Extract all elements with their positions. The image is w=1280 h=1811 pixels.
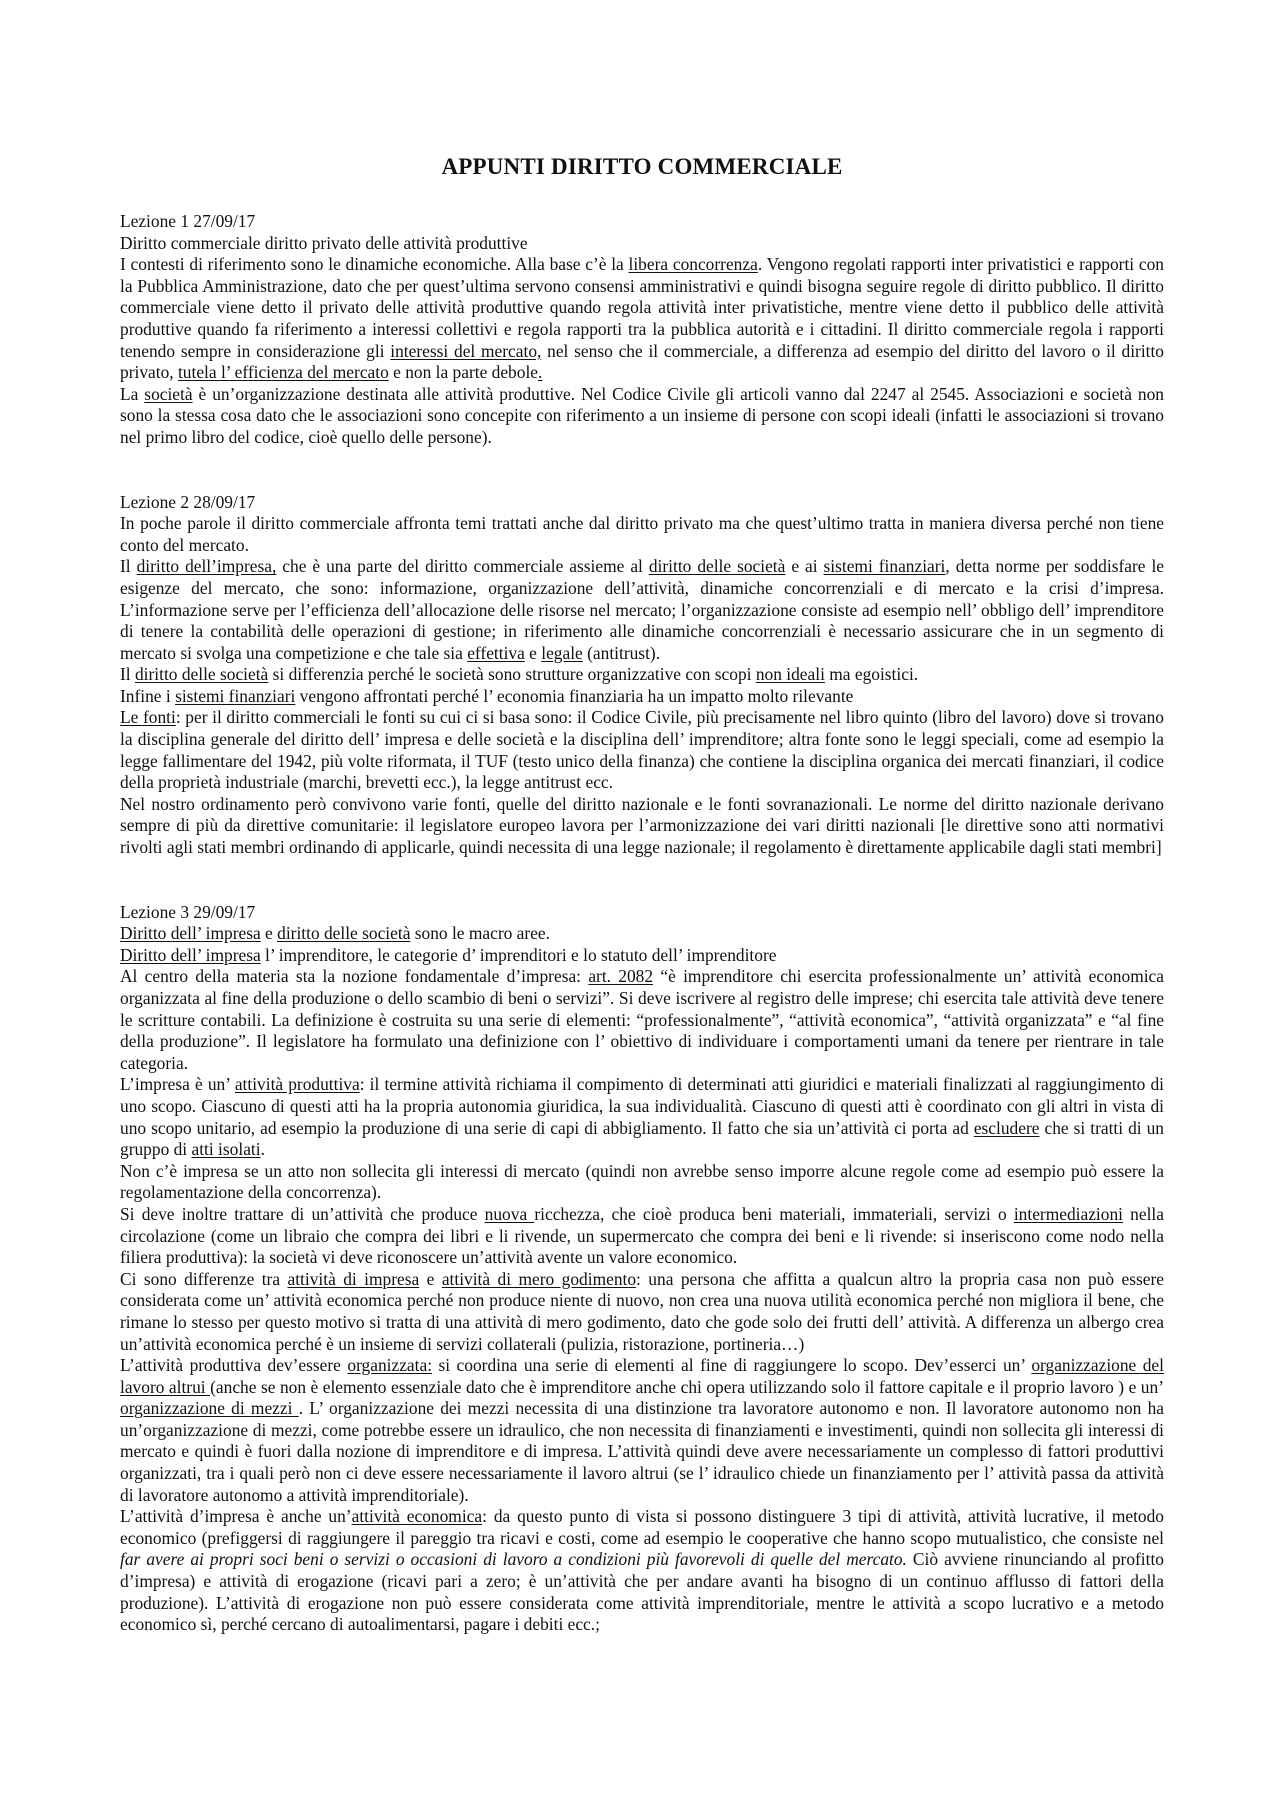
paragraph [120, 1506, 1164, 1636]
underlined-term: effettiva [467, 642, 525, 663]
text-run: è un’organizzazione destinata alle attività produttive. Nel Codice Civile gli articoli vanno dal 2247 al 2545. Associazioni e società non sono la stessa cosa dato che le associazioni sono concepite con riferimento a un insieme di persone con scopi ideali (infatti le associazioni si trovano nel primo libro del codice, cioè quello delle persone). [120, 383, 1164, 447]
text-run: si differenzia perché le società sono strutture organizzative con scopi [268, 664, 756, 685]
underlined-term: società [144, 383, 193, 404]
underlined-term: Diritto dell’ impresa [120, 923, 261, 944]
paragraph [120, 233, 1164, 255]
underlined-term: Le fonti [120, 707, 176, 728]
underlined-term: nuova [484, 1203, 535, 1224]
text-run: l’ imprenditore, le categorie d’ imprenditori e lo statuto dell’ imprenditore [260, 944, 777, 965]
text-run: . L’ organizzazione dei mezzi necessita di una distinzione tra lavoratore autonomo e non. Il lavoratore autonomo non ha un’organizzazione di mezzi, come potrebbe essere un idraulico, che non necessita di finanziamenti e investimenti, quindi non sollecita gli interessi di mercato e quindi è fuori dalla nozione di imprenditore e di impresa. L’attività quindi deve avere necessariamente un complesso di fattori produttivi organizzati, tra i quali però non ci deve essere necessariamente il lavoro altrui (se l’ idraulico chiede un finanziamento per l’ attività passa da attività di lavoratore autonomo a attività imprenditoriale). [120, 1398, 1165, 1505]
paragraph [120, 254, 1164, 384]
underlined-term: diritto delle società [648, 556, 786, 577]
underlined-term: attività produttiva [234, 1074, 360, 1095]
lesson-heading: Lezione 3 29/09/17 [120, 901, 256, 922]
text-run: ma egoistici. [824, 664, 919, 685]
text-run: Diritto commerciale diritto privato delle attività produttive [120, 232, 528, 253]
text-run: Ciò avviene rinunciando al profitto d’impresa) e attività di erogazione (ricavi pari a zero; è un’attività che per andare avanti ha bisogno di un continuo afflusso di fattori della produzione). L’attività di erogazione non può essere considerata come attività imprenditoriale, mentre le attività a scopo lucrativo e a metodo economico sì, perché cercano di autoalimentarsi, pagare i debiti ecc.; [120, 1549, 1164, 1635]
text-run: e [524, 642, 542, 663]
text-run: (antitrust). [582, 642, 661, 663]
underlined-term: . [538, 362, 543, 383]
paragraph [120, 384, 1164, 449]
text-run: I contesti di riferimento sono le dinamiche economiche. Alla base c’è la [120, 254, 629, 275]
text-run: che è una parte del diritto commerciale assieme al [276, 556, 649, 577]
text-run: Il [120, 664, 135, 685]
underlined-term: organizzazione di mezzi [120, 1398, 299, 1419]
text-run: . [260, 1139, 265, 1160]
document-title: APPUNTI DIRITTO COMMERCIALE [441, 154, 843, 179]
lessons-container [120, 211, 1164, 1636]
text-run: Non c’è impresa se un atto non sollecita gli interessi di mercato (quindi non avrebbe senso imporre alcune regole come ad esempio può essere la regolamentazione della concorrenza). [120, 1160, 1164, 1203]
text-run: : il termine attività richiama il compimento di determinati atti giuridici e materiali finalizzati al raggiungimento di uno scopo. Ciascuno di questi atti ha la propria autonomia giuridica, la sua individualità. Ciascuno di questi atti è coordinato con gli altri in vista di uno scopo unitario, ad esempio la produzione di una serie di capi di abbigliamento. Il fatto che sia un’attività ci porta ad [120, 1074, 1164, 1138]
paragraph [120, 1355, 1164, 1506]
text-run: , detta norme per soddisfare le esigenze del mercato, che sono: informazione, organizzazione dell’attività, dinamiche concorrenziali e di mercato e la crisi d’impresa. L’informazione serve per l’efficienza dell’allocazione delle risorse nel mercato; l’organizzazione consiste ad esempio nell’ obbligo dell’ imprenditore di tenere la contabilità delle operazioni di gestione; in riferimento alle dinamiche concorrenziali è necessario assicurare che in un segmento di mercato si svolga una competizione e che tale sia [120, 556, 1165, 663]
underlined-term: sistemi finanziari [175, 685, 296, 706]
underlined-term: atti isolati [191, 1139, 261, 1160]
lesson-heading: Lezione 1 27/09/17 [120, 211, 256, 231]
text-run: nel senso che il commerciale, a differenza ad esempio del diritto del lavoro o il diritto privato, [120, 340, 1165, 383]
underlined-term: interessi del mercato, [390, 340, 542, 361]
underlined-term: art. 2082 [588, 966, 654, 987]
text-run: In poche parole il diritto commerciale affronta temi trattati anche dal diritto privato ma che quest’ultimo tratta in maniera diversa perché non tiene conto del mercato. [120, 513, 1164, 555]
text-run: Ci sono differenze tra [120, 1268, 288, 1289]
paragraph [120, 794, 1164, 859]
text-run: Nel nostro ordinamento però convivono varie fonti, quelle del diritto nazionale e le fonti sovranazionali. Le norme del diritto nazionale derivano sempre di più da direttive comunitarie: il legislatore europeo lavora per l’armonizzazione dei vari diritti nazionali [le direttive sono atti normativi rivolti agli stati membri ordinando di applicarle, quindi necessita di una legge nazionale; il regolamento è direttamente applicabile dagli stati membri] [120, 793, 1164, 858]
paragraph [120, 945, 1164, 967]
paragraph [120, 1074, 1164, 1160]
underlined-term: libera concorrenza [628, 254, 758, 275]
lesson-section [120, 902, 1164, 1636]
text-run: e [419, 1268, 442, 1289]
lesson-section [120, 492, 1164, 859]
paragraph [120, 664, 1164, 686]
paragraph [120, 686, 1164, 708]
underlined-term: non ideali [755, 664, 825, 685]
underlined-term: organizzazione del lavoro altrui [120, 1355, 1164, 1397]
text-run: La [120, 383, 145, 404]
text-run: e non la parte debole [388, 362, 539, 383]
underlined-term: Diritto dell’ impresa [120, 944, 261, 965]
text-run: “è imprenditore chi esercita professionalmente un’ attività economica organizzata al fine della produzione o dello scambio di beni o servizi”. Si deve iscrivere al registro delle imprese; chi esercita tale attività deve tenere le scritture contabili. La definizione è costruita su una serie di elementi: “professionalmente”, “attività economica”, “attività organizzata” e “al fine della produzione”. Il legislatore ha formulato una definizione con l’ obiettivo di individuare i comportamenti umani da tenere per rientrare in tale categoria. [120, 966, 1164, 1073]
text-run: sono le macro aree. [410, 923, 550, 944]
paragraph [120, 707, 1164, 793]
text-run: vengono affrontati perché l’ economia finanziaria ha un impatto molto rilevante [295, 685, 854, 706]
underlined-term: sistemi finanziari [823, 556, 946, 577]
italic-text: far avere ai propri soci beni o servizi o occasioni di lavoro a condizioni più favorevoli di quelle del mercato. [120, 1549, 907, 1570]
paragraph [120, 1269, 1164, 1355]
text-run: : da questo punto di vista si possono distinguere 3 tipi di attività, attività lucrative, il metodo economico (prefiggersi di raggiungere il pareggio tra ricavi e costi, come ad esempio le cooperative che hanno scopo mutualistico, che consiste nel [120, 1506, 1165, 1548]
text-run: Infine i [120, 685, 176, 706]
underlined-term: tutela l’ efficienza del mercato [177, 362, 389, 383]
underlined-term: attività di impresa [287, 1268, 420, 1289]
paragraph [120, 966, 1164, 1074]
underlined-term: attività economica [351, 1506, 483, 1527]
text-run: nella circolazione (come un libraio che compra dei libri e li rivende, un supermercato che compra dei beni e li rivende: si inseriscono come nodo nella filiera produttiva): la società vi deve riconoscere un’attività avente un valore economico. [120, 1203, 1164, 1268]
text-run: Il [120, 556, 137, 577]
text-run: ricchezza, che cioè produca beni materiali, immateriali, servizi o [534, 1203, 1014, 1224]
text-run: Si deve inoltre trattare di un’attività che produce [120, 1203, 485, 1224]
text-run: L’attività d’impresa è anche un’ [120, 1506, 352, 1527]
underlined-term: attività di mero godimento [441, 1268, 637, 1289]
paragraph [120, 1161, 1164, 1204]
paragraph [120, 556, 1164, 664]
paragraph [120, 513, 1164, 556]
text-run: e [260, 923, 278, 944]
text-run: (anche se non è elemento essenziale dato che è imprenditore anche chi opera utilizzando solo il fattore capitale e il proprio lavoro ) e un’ [210, 1376, 1164, 1397]
paragraph [120, 923, 1164, 945]
text-run: : una persona che affitta a qualcun altro la propria casa non può essere considerata come un’ attività economica perché non produce niente di nuovo, non crea una nuova utilità economica perché non migliora il bene, che rimane lo stesso per questo motivo si tratta di una attività di mero godimento, dato che gode solo dei frutti dell’ attività. A differenza un albergo crea un’attività economica perché è un insieme di servizi collaterali (pulizia, ristorazione, portineria…) [120, 1268, 1164, 1354]
text-run: Al centro della materia sta la nozione fondamentale d’impresa: [120, 966, 589, 987]
underlined-term: legale [541, 642, 583, 663]
text-run: e ai [785, 556, 824, 577]
underlined-term: organizzata: [347, 1355, 433, 1376]
lesson-heading: Lezione 2 28/09/17 [120, 491, 256, 512]
lesson-section [120, 211, 1164, 449]
underlined-term: diritto dell’impresa, [136, 556, 277, 577]
paragraph [120, 1204, 1164, 1269]
text-run: . Vengono regolati rapporti inter privatistici e rapporti con la Pubblica Amministrazione, dato che per quest’ultima servono consensi amministrativi e quindi bisogna seguire regole di diritto pubblico. Il diritto commerciale viene detto il privato delle attività produttive quando regola attività inter privatistiche, mentre viene detto il pubblico delle attività produttive quando fa riferimento a interessi collettivi e regola rapporti tra la pubblica autorità e i cittadini. Il diritto commerciale regola i rapporti tenendo sempre in considerazione gli [120, 254, 1164, 361]
underlined-term: escludere [973, 1117, 1040, 1138]
text-run: : per il diritto commerciali le fonti su cui ci si basa sono: il Codice Civile, più precisamente nel libro quinto (libro del lavoro) dove si trovano la disciplina generale del diritto dell’ impresa e delle società e la disciplina dell’ imprenditore; altra fonte sono le leggi speciali, come ad esempio la legge fallimentare del 1942, più volte riformata, il TUF (testo unico della finanza) che contiene la disciplina organica dei mercati finanziari, il codice della proprietà industriale (marchi, brevetti ecc.), la legge antitrust ecc. [120, 707, 1164, 793]
text-run: L’attività produttiva dev’essere [120, 1355, 348, 1376]
text-run: si coordina una serie di elementi al fine di raggiungere lo scopo. Dev’esserci un’ [432, 1355, 1032, 1376]
text-run: che si tratti di un gruppo di [120, 1117, 1164, 1160]
text-run: L’impresa è un’ [120, 1074, 235, 1095]
underlined-term: intermediazioni [1013, 1203, 1123, 1224]
underlined-term: diritto delle società [134, 664, 269, 685]
underlined-term: diritto delle società [277, 923, 411, 944]
